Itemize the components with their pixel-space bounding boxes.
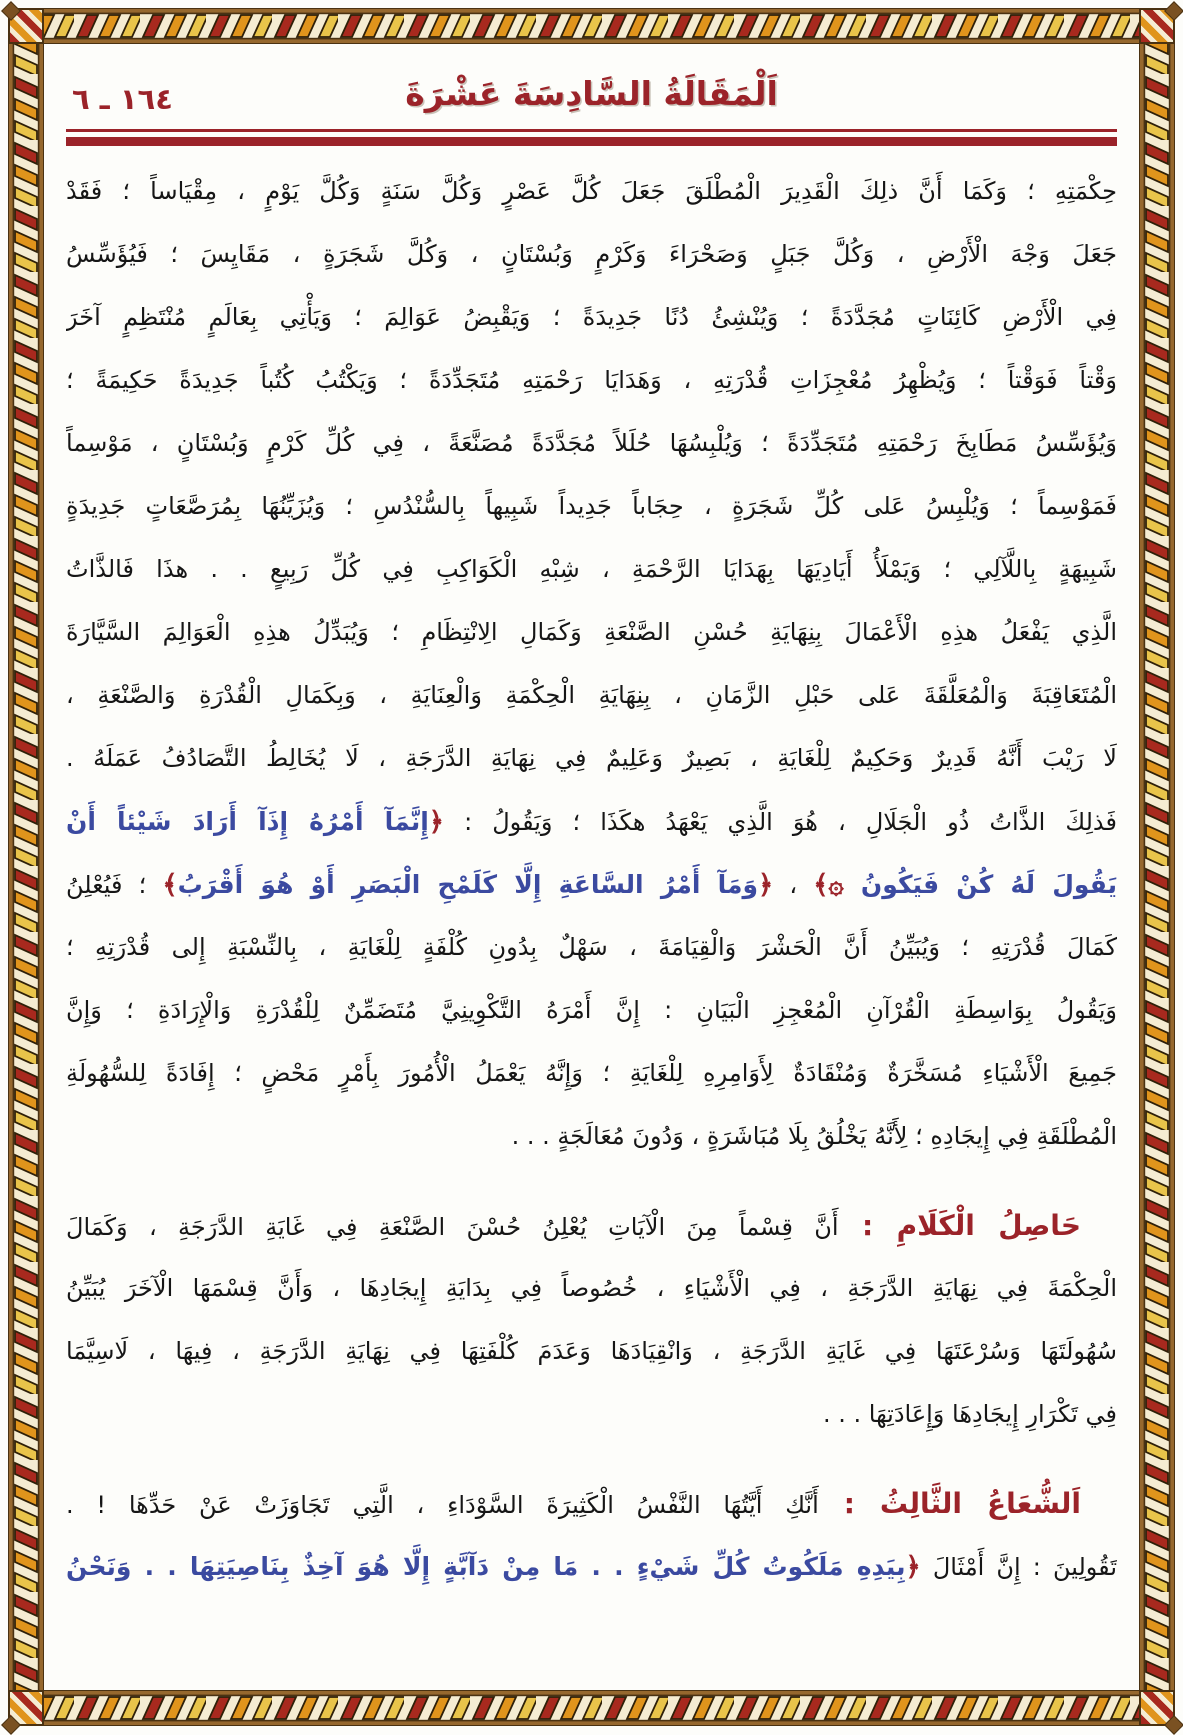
body-segment: ﴿ [905,1552,921,1582]
page-content [66,48,1117,1686]
body-segment: أَنَّكِ أَيَّتُهَا النَّفْسُ الْكَثِيرَةَ السَّوْدَاءِ ، الَّتِي تَجَاوَزَتْ عَنْ حَدِّهَا ! . [66,1491,819,1519]
body-segment: حِكْمَتِهِ ؛ وَكَمَا أَنَّ ذلِكَ الْقَدِيرَ الْمُطْلَقَ جَعَلَ كُلَّ عَصْرٍ وَكُلَّ سَنَةٍ وَكُلَّ يَوْمٍ ، مِقْيَاساً ؛ فَقَدْ [66,177,1117,205]
text-line [66,286,1117,349]
ornamental-border-bottom [8,1690,1175,1726]
text-line [66,1194,1117,1257]
text-line [66,1320,1117,1383]
header-rule [66,129,1117,146]
text-line [66,1535,1117,1598]
text-line [66,538,1117,601]
ornamental-border-left [8,8,44,1726]
body-segment: شَبِيهَةٍ بِاللَّآلِي ؛ وَيَمْلَأُ أَيَادِيَهَا بِهَدَايَا الرَّحْمَةِ ، شِبْهِ الْكَوَاكِبِ فِي كُلِّ رَبِيعٍ . . هذَا فَالذَّاتُ [66,555,1117,583]
body-segment: فَذلِكَ الذَّاتُ ذُو الْجَلَالِ ، هُوَ الَّذِي يَعْهَدُ هكَذَا ؛ وَيَقُولُ : [444,808,1117,836]
text-line [66,601,1117,664]
section-heading: حَاصِلُ الْكَلَامِ : [838,1209,1081,1242]
body-segment: أَنَّ قِسْماً مِنَ الْآيَاتِ يُعْلِنُ حُسْنَ الصَّنْعَةِ فِي غَايَةِ الدَّرَجَةِ ، وَكَمَالَ [66,1213,839,1241]
text-line [66,349,1117,412]
body-segment: سُهُولَتَهَا وَسُرْعَتَهَا فِي غَايَةِ الدَّرَجَةِ ، وَانْقِيَادَهَا وَعَدَمَ كُلْفَتِهَا فِي نِهَايَةِ الدَّرَجَةِ ، فِيهَا ، لَاسِيَّمَا [66,1337,1117,1365]
body-segment: فَمَوْسِماً ؛ وَيُلْبِسُ عَلى كُلِّ شَجَرَةٍ ، حِجَاباً جَدِيداً شَبِيهاً بِالسُّنْدُسِ ؛ وَيُزَيِّنُهَا بِمُرَصَّعَاتٍ جَدِيدَةٍ [66,492,1117,520]
body-segment: ۞﴾ [813,870,844,900]
body-segment: الْمُطْلَقَةِ فِي إِيجَادِهِ ؛ لِأَنَّهُ يَخْلُقُ بِلَا مُبَاشَرَةٍ ، وَدُونَ مُعَالَجَةٍ . . . [511,1122,1117,1150]
text-line [66,160,1117,223]
text-line [66,1257,1117,1320]
body-segment: ﴿ [428,807,445,837]
text-line [66,412,1117,475]
body-segment: الْحِكْمَةَ فِي نِهَايَةِ الدَّرَجَةِ ، فِي الْأَشْيَاءِ ، خُصُوصاً فِي بِدَايَةِ إِيجَادِهَا ، وَأَنَّ قِسْمَهَا الْآخَرَ يُبَيِّنُ [66,1274,1117,1302]
text-line [66,727,1117,790]
text-line [66,475,1117,538]
body-segment: جَعَلَ وَجْهَ الْأَرْضِ ، وَكُلَّ جَبَلٍ وَصَحْرَاءَ وَكَرْمٍ وَبُسْتَانٍ ، وَكُلَّ شَجَرَةٍ ، مَقَايِسَ ؛ فَيُؤَسِّسُ [66,240,1117,268]
text-line [66,664,1117,727]
text-line [66,1105,1117,1168]
body-segment: الَّذِي يَفْعَلُ هذِهِ الْأَعْمَالَ بِنِهَايَةِ حُسْنِ الصَّنْعَةِ وَكَمَالِ الِانْتِظَامِ ؛ وَيُبَدِّلُ هذِهِ الْعَوَالِمَ السَّيَّارَةَ [66,618,1117,646]
body-segment: وَيُؤَسِّسُ مَطَابِخَ رَحْمَتِهِ مُتَجَدِّدَةً ؛ وَيُلْبِسُهَا حُلَلاً مُجَدَّدَةً مُصَنَّعَةً ، فِي كُلِّ كَرْمٍ وَبُسْتَانٍ ، مَوْسِماً [66,429,1117,457]
text-line [66,1042,1117,1105]
text-line [66,223,1117,286]
quran-quote: وَمَآ أَمْرُ السَّاعَةِ إِلَّا كَلَمْحِ الْبَصَرِ أَوْ هُوَ أَقْرَبُ [177,870,759,899]
text-line [66,853,1117,916]
body-segment: ﴿ [758,870,774,900]
quran-quote: إِنَّمَآ أَمْرُهُ إِذَآ أَرَادَ شَيْئاً أَنْ [66,807,429,836]
body-segment: ﴾ [162,870,178,900]
body-segment: وَقْتاً فَوَقْتاً ؛ وَيُظْهِرُ مُعْجِزَاتِ قُدْرَتِهِ ، وَهَدَايَا رَحْمَتِهِ مُتَجَدِّدَةً ؛ وَيَكْتُبُ كُتُباً جَدِيدَةً حَكِيمَةً ؛ [66,366,1117,394]
page-title: اَلْمَقَالَةُ السَّادِسَةَ عَشْرَةَ [405,74,778,113]
body-segment: فِي الْأَرْضِ كَائِنَاتٍ مُجَدَّدَةً ؛ وَيُنْشِئُ دُنًا جَدِيدَةً ؛ وَيَقْبِضُ عَوَالِمَ ؛ وَيَأْتِي بِعَالَمٍ مُنْتَظِمٍ آخَرَ [66,303,1117,331]
section-heading: اَلشُّعَاعُ الثَّالِثُ : [818,1487,1082,1520]
text-line [66,790,1117,853]
body-segment: ؛ فَيُعْلِنُ [66,871,163,899]
body-segment: جَمِيعَ الْأَشْيَاءِ مُسَخَّرَةٌ وَمُنْقَادَةٌ لِأَوَامِرِهِ لِلْغَايَةِ ؛ وَإِنَّهُ يَعْمَلُ الْأُمُورَ بِأَمْرٍ مَحْضٍ ؛ إِفَادَةً لِلسُّهُولَةِ [66,1059,1117,1087]
text-line [66,1472,1117,1535]
body-segment: لَا رَيْبَ أَنَّهُ قَدِيرٌ وَحَكِيمٌ لِلْغَايَةِ ، بَصِيرٌ وَعَلِيمٌ فِي نِهَايَةِ الدَّرَجَةِ ، لَا يُخَالِطُ التَّصَادُفُ عَمَلَهُ . [66,744,1117,772]
text-line [66,1383,1117,1446]
text-line [66,979,1117,1042]
page-number: ١٦٤ ـ ٦ [72,82,173,116]
quran-quote: بِيَدِهِ مَلَكُوتُ كُلِّ شَيْءٍ . . مَا مِنْ دَآبَّةٍ إِلَّا هُوَ آخِذٌ بِنَاصِيَتِهَا . . وَنَحْنُ [66,1552,906,1581]
text-line [66,916,1117,979]
body-segment: فِي تَكْرَارِ إِيجَادِهَا وَإِعَادَتِهَا . . . [822,1400,1117,1428]
ornamental-border-right [1139,8,1175,1726]
body-segment: الْمُتَعَاقِبَةَ وَالْمُعَلَّقَةَ عَلى حَبْلِ الزَّمَانِ ، بِنِهَايَةِ الْحِكْمَةِ وَالْعِنَايَةِ ، وَبِكَمَالِ الْقُدْرَةِ وَالصَّنْعَةِ ، [66,681,1117,709]
body-segment: ، [773,871,814,899]
body-text [66,160,1117,1598]
body-segment: وَيَقُولُ بِوَاسِطَةِ الْقُرْآنِ الْمُعْجِزِ الْبَيَانِ : إِنَّ أَمْرَهُ التَّكْوِينِيَّ مُتَضَمِّنٌ لِلْقُدْرَةِ وَالْإِرَادَةِ ؛ وَإِنَّ [66,996,1117,1024]
quran-quote: يَقُولَ لَهُ كُنْ فَيَكُونُ [843,870,1117,899]
body-segment: تَقُولِينَ : إِنَّ أَمْثَالَ [920,1553,1117,1581]
page-header [66,48,1117,146]
ornamental-border-top [8,8,1175,44]
body-segment: كَمَالَ قُدْرَتِهِ ؛ وَيُبَيِّنُ أَنَّ الْحَشْرَ وَالْقِيَامَةَ ، سَهْلٌ بِدُونِ كُلْفَةٍ لِلْغَايَةِ ، بِالنِّسْبَةِ إِلى قُدْرَتِهِ ؛ [66,933,1117,961]
